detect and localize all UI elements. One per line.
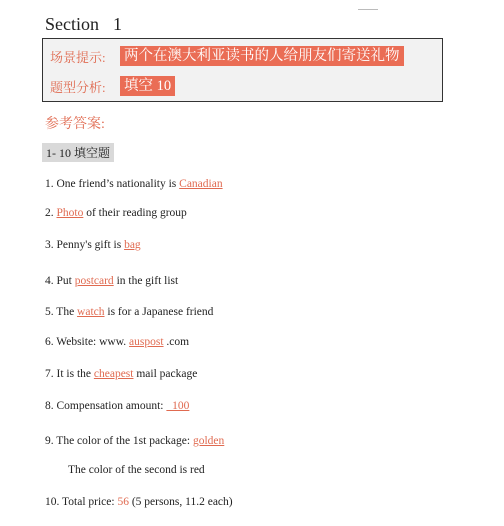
item-answer: cheapest: [93, 368, 134, 380]
item-answer: 56: [117, 496, 129, 508]
item-text-post: is for a Japanese friend: [104, 306, 214, 318]
question-type-tag: 1- 10 填空题: [42, 143, 114, 162]
scene-row: [50, 46, 404, 66]
reference-answer-heading: 参考答案:: [45, 117, 105, 132]
answer-item-7: [45, 368, 197, 380]
answer-item-5: [45, 306, 213, 318]
item-answer: Photo: [56, 207, 84, 219]
scene-value: 两个在澳大利亚读书的人给朋友们寄送礼物: [120, 46, 404, 66]
section-number: 1: [113, 14, 122, 34]
item-text: 6. Website: www.: [45, 336, 130, 348]
item-text: 2.: [45, 207, 57, 219]
item-answer: golden: [192, 435, 225, 447]
answer-item-3: [45, 239, 141, 251]
answer-item-2: [45, 207, 187, 219]
answer-item-8: [45, 400, 189, 412]
item-answer: watch: [77, 306, 105, 318]
answer-item-1: [45, 178, 223, 190]
item-answer: postcard: [74, 275, 114, 287]
item-text-post: (5 persons, 11.2 each): [128, 496, 233, 508]
section-label: Section: [45, 14, 99, 34]
item-text: The color of the second is red: [68, 464, 205, 476]
answer-item-9-note: [68, 464, 205, 476]
type-value: 填空 10: [120, 76, 175, 96]
item-answer: bag: [124, 239, 141, 251]
item-text: 3. Penny's gift is: [45, 239, 125, 251]
item-text: 10. Total price:: [45, 496, 118, 508]
info-box: [42, 38, 443, 102]
answer-item-9: [45, 435, 224, 447]
item-text: 7. It is the: [45, 368, 94, 380]
scene-label: 场景提示:: [50, 49, 106, 65]
item-answer: Canadian: [179, 178, 223, 190]
item-text: 5. The: [45, 306, 78, 318]
type-row: [50, 76, 175, 96]
section-title: [45, 14, 122, 35]
item-answer: auspost: [129, 336, 164, 348]
item-text: 4. Put: [45, 275, 75, 287]
item-text-post: in the gift list: [113, 275, 179, 287]
item-text-post: of their reading group: [83, 207, 187, 219]
answer-item-4: [45, 275, 178, 287]
top-divider: [358, 9, 378, 10]
answer-item-10: [45, 496, 233, 508]
item-text: 9. The color of the 1st package:: [45, 435, 193, 447]
item-text-post: mail package: [133, 368, 198, 380]
item-text: 8. Compensation amount:: [45, 400, 167, 412]
type-label: 题型分析:: [50, 79, 106, 95]
item-text-post: .com: [163, 336, 190, 348]
answer-item-6: [45, 336, 189, 348]
item-text: 1. One friend’s nationality is: [45, 178, 180, 190]
item-answer: 100: [166, 400, 190, 412]
